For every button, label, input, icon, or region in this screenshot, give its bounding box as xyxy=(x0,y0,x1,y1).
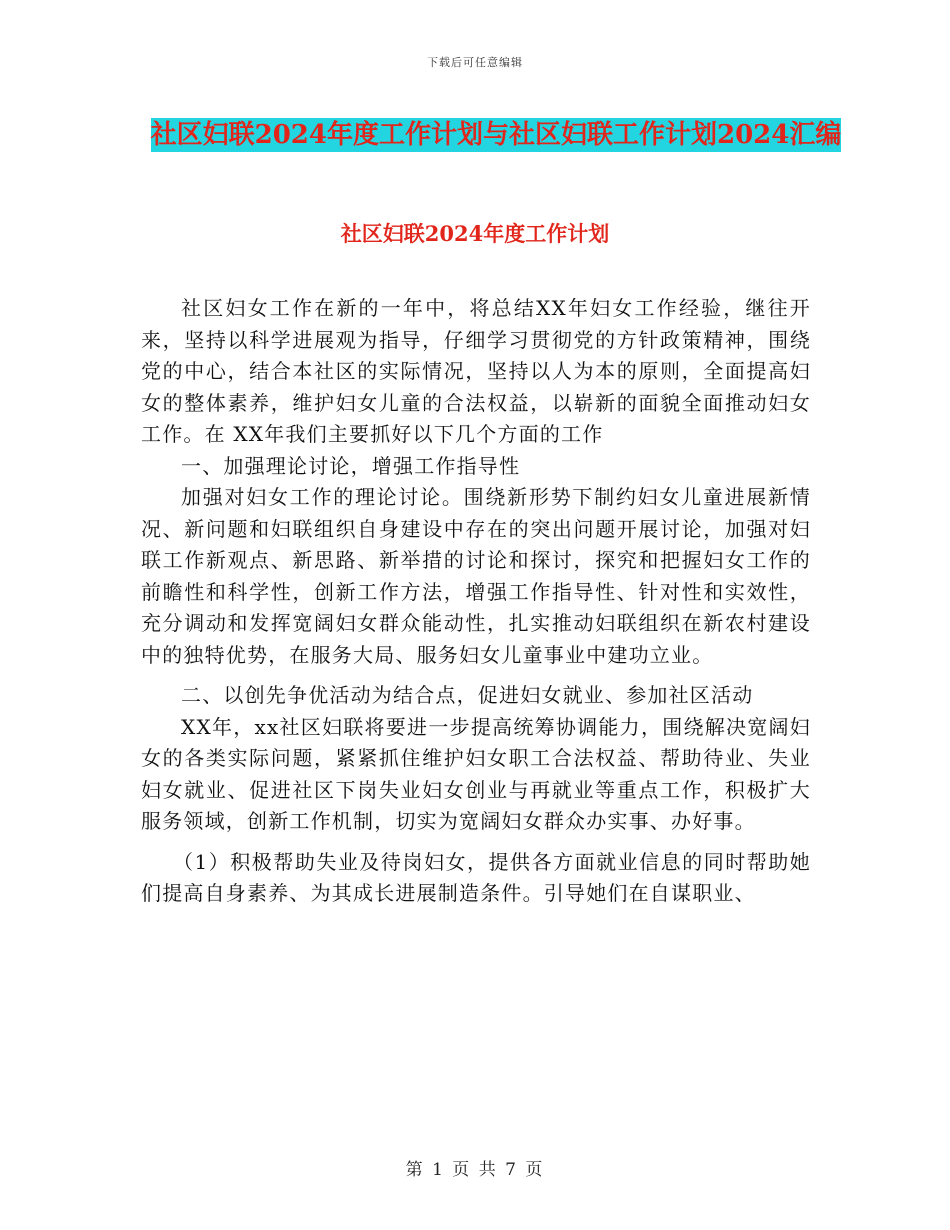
heading-1: 一、加强理论讨论，增强工作指导性 xyxy=(181,453,521,478)
paragraph-2: XX年，xx社区妇联将要进一步提高统筹协调能力，围绕解决宽阔妇女的各类实际问题，紧紧抓住维护妇女职工合法权益、帮助待业、失业妇女就业、促进社区下岗失业妇女创业与再就业等重点工作，积极扩大服务领域，创新工作机制，切实为宽阔妇女群众办实事、办好事。 xyxy=(141,714,811,833)
paragraph-item-1: （1）积极帮助失业及待岗妇女，提供各方面就业信息的同时帮助她们提高自身素养、为其成长进展制造条件。引导她们在自谋职业、 xyxy=(141,849,811,905)
header-note: 下载后可任意编辑 xyxy=(427,56,523,69)
section-title: 社区妇联2024年度工作计划 xyxy=(340,221,610,246)
document-title xyxy=(140,112,852,158)
paragraph-1: 加强对妇女工作的理论讨论。围绕新形势下制约妇女儿童进展新情况、新问题和妇联组织自身建设中存在的突出问题开展讨论，加强对妇联工作新观点、新思路、新举措的讨论和探讨，探究和把握妇女工作的前瞻性和科学性，创新工作方法，增强工作指导性、针对性和实效性，充分调动和发挥宽阔妇女群众能动性，扎实推动妇联组织在新农村建设中的独特优势，在服务大局、服务妇女儿童事业中建功立业。 xyxy=(141,485,811,667)
document-title-text: 社区妇联2024年度工作计划与社区妇联工作计划2024汇编 xyxy=(150,120,842,150)
document-body xyxy=(141,293,811,910)
heading-2: 二、以创先争优活动为结合点，促进妇女就业、参加社区活动 xyxy=(181,683,754,707)
paragraph-intro: 社区妇女工作在新的一年中，将总结XX年妇女工作经验，继往开来，坚持以科学进展观为指导，仔细学习贯彻党的方针政策精神，围绕党的中心，结合本社区的实际情况，坚持以人为本的原则，全面提高妇女的整体素养，维护妇女儿童的合法权益，以崭新的面貌全面推动妇女工作。在 XX年我们主要抓好以下几个方面的工作 xyxy=(141,296,811,446)
page-number: 第 1 页 共 7 页 xyxy=(405,1160,545,1180)
